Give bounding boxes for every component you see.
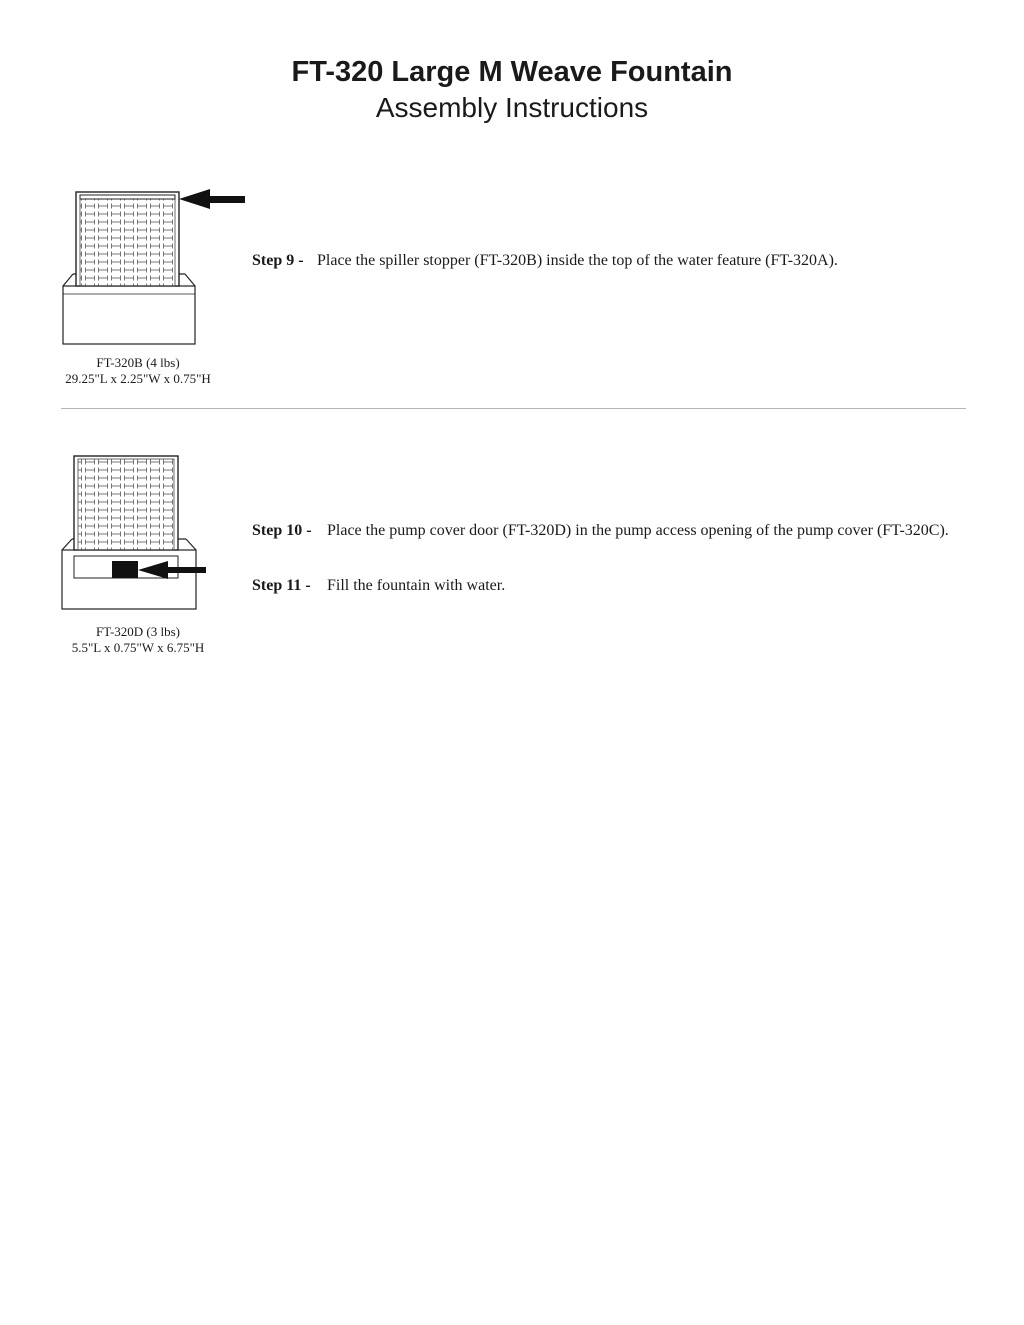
document-title: FT-320 Large M Weave Fountain xyxy=(291,56,733,88)
step-label: Step 9 - xyxy=(252,252,304,269)
section-divider xyxy=(61,408,966,409)
step-text: Fill the fountain with water. xyxy=(327,577,506,594)
step-text: Place the pump cover door (FT-320D) in the pump access opening of the pump cover (FT-320C). xyxy=(327,522,949,539)
step-11 xyxy=(252,576,952,596)
step-10 xyxy=(252,521,952,541)
fountain-illustration-spiller-stopper xyxy=(58,186,258,350)
step-text: Place the spiller stopper (FT-320B) inside the top of the water feature (FT-320A). xyxy=(317,252,838,269)
part-name: FT-320B (4 lbs) xyxy=(96,355,180,370)
step-9 xyxy=(252,251,952,271)
document-subtitle: Assembly Instructions xyxy=(375,92,649,123)
part-caption xyxy=(38,355,238,387)
fountain-illustration-pump-door xyxy=(58,450,258,616)
part-caption xyxy=(38,624,238,656)
part-dimensions: 29.25"L x 2.25"W x 0.75"H xyxy=(65,371,211,386)
part-dimensions: 5.5"L x 0.75"W x 6.75"H xyxy=(71,640,205,655)
step-label: Step 11 - xyxy=(252,577,311,594)
step-label: Step 10 - xyxy=(252,522,312,539)
part-name: FT-320D (3 lbs) xyxy=(95,624,181,639)
arrow-left-icon xyxy=(179,189,245,209)
